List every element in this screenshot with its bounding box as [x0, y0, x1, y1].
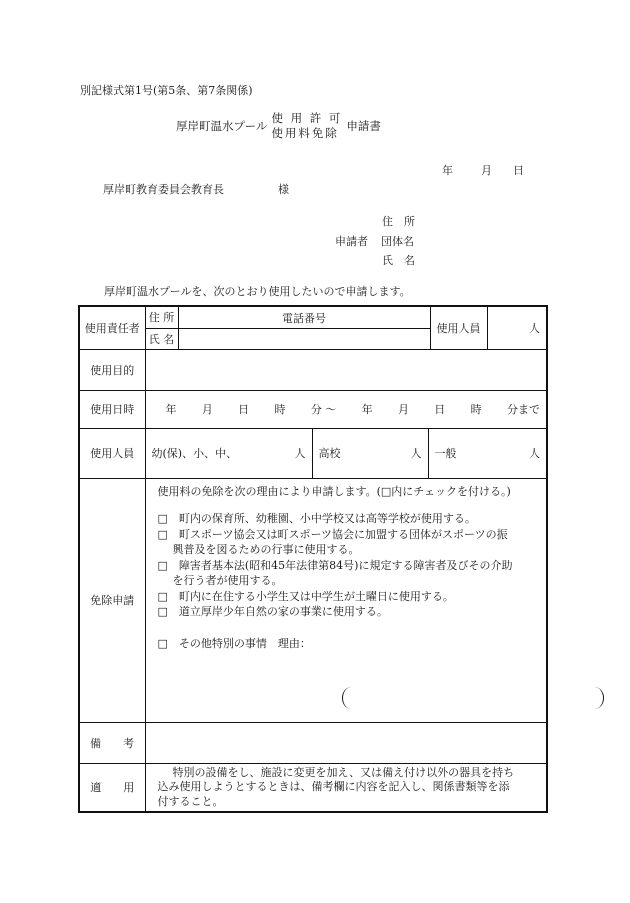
dt-end-month: 月 [397, 403, 409, 416]
persons-field [145, 428, 547, 478]
phone-label: 電話番号 [282, 312, 326, 325]
exemption-label: 免除申請 [79, 478, 145, 722]
exemption-intro: 使用料の免除を次の理由により申請します。(□内にチェックを付ける。) [157, 484, 511, 498]
responsible-name-field[interactable] [178, 328, 430, 349]
apply-label: 適 用 [79, 763, 145, 812]
dt-start-day: 日 [238, 403, 250, 416]
responsible-label: 使用責任者 [79, 306, 145, 349]
persons-cat2-unit: 人 [410, 447, 422, 460]
responsible-address-field[interactable] [178, 306, 430, 328]
date-month: 月 [481, 164, 492, 177]
intro-text: 厚岸町温水プールを、次のとおり使用したいので申請します。 [104, 285, 411, 298]
exemption-other[interactable]: □ その他特別の事情 理由： [157, 636, 311, 650]
apply-text-2: 込み使用しようとするときは、備考欄に内容を記入し、関係書類等を添 [157, 780, 510, 793]
datetime-label: 使用日時 [79, 390, 145, 428]
exemption-item-2[interactable]: □ 町スポーツ協会又は町スポーツ協会に加盟する団体がスポーツの振 [157, 527, 508, 541]
applicant-label: 申請者 [335, 235, 368, 248]
persons-cat3-unit: 人 [529, 447, 540, 460]
exemption-item-5[interactable]: □ 道立厚岸少年自然の家の事業に使用する。 [157, 605, 388, 618]
title-facility: 厚岸町温水プール [176, 119, 268, 133]
dt-start-hour: 時 [274, 403, 286, 416]
responsible-name-label: 氏 名 [145, 328, 178, 349]
remarks-field[interactable] [145, 722, 547, 763]
purpose-field[interactable] [145, 349, 547, 390]
dt-start-minute: 分 ～ [310, 403, 337, 416]
applicant-group-label: 団体名 [381, 235, 414, 248]
persons-cat2-label: 高校 [318, 447, 341, 460]
persons-cat1-label: 幼(保)、小、中、 [151, 447, 238, 460]
exemption-item-3[interactable]: □ 障害者基本法(昭和45年法律第84号)に規定する障害者及びその介助 [157, 558, 513, 572]
application-table [78, 305, 548, 813]
persons-cat1[interactable] [146, 429, 313, 478]
apply-text-1: 特別の設備をし、施設に変更を加え、又は備え付け以外の器具を持ち [172, 765, 515, 779]
title-permission: 使 用 許 可 [271, 111, 343, 125]
addressee: 厚岸町教育委員会教育長 [103, 183, 224, 196]
remarks-label: 備 考 [79, 722, 145, 763]
dt-start-year: 年 [165, 403, 177, 416]
dt-start-month: 月 [201, 403, 213, 416]
honorific: 様 [278, 183, 289, 196]
persons-cat3[interactable] [429, 429, 547, 478]
date-year: 年 [442, 164, 453, 177]
count-unit: 人 [529, 321, 540, 335]
purpose-label: 使用目的 [79, 349, 145, 390]
applicant-name-label: 氏 名 [382, 254, 415, 267]
dt-end-hour: 時 [470, 403, 482, 416]
form-title [176, 111, 381, 141]
dt-end-year: 年 [361, 403, 373, 416]
apply-field [145, 763, 547, 812]
exemption-item-2-cont: 興普及を図るための行事に使用する。 [172, 543, 360, 556]
applicant-address-label: 住 所 [382, 215, 415, 228]
dt-end-day: 日 [434, 403, 446, 416]
persons-cat2[interactable] [313, 429, 429, 478]
reason-bracket[interactable] [342, 687, 604, 709]
exemption-item-4[interactable]: □ 町内に在住する小学生又は中学生が土曜日に使用する。 [157, 589, 454, 603]
exemption-field [145, 478, 547, 722]
dt-end-minute: 分まで [506, 403, 540, 416]
exemption-item-3-cont: を行う者が使用する。 [172, 574, 283, 587]
exemption-item-1[interactable]: □ 町内の保育所、幼稚園、小中学校又は高等学校が使用する。 [157, 512, 476, 525]
count-label: 使用人員 [430, 306, 487, 349]
persons-cat3-label: 一般 [434, 447, 457, 460]
datetime-field[interactable] [145, 390, 547, 428]
apply-text-3: 付すること。 [157, 794, 224, 808]
title-fee-exemption: 使用料免除 [271, 126, 339, 140]
form-code: 別記様式第1号(第5条、第7条関係) [80, 84, 253, 97]
count-field[interactable] [487, 306, 547, 349]
title-application: 申請書 [346, 119, 381, 133]
persons-label: 使用人員 [79, 428, 145, 478]
date-day: 日 [513, 164, 524, 177]
persons-cat1-unit: 人 [294, 447, 306, 460]
responsible-address-label: 住 所 [145, 306, 178, 328]
